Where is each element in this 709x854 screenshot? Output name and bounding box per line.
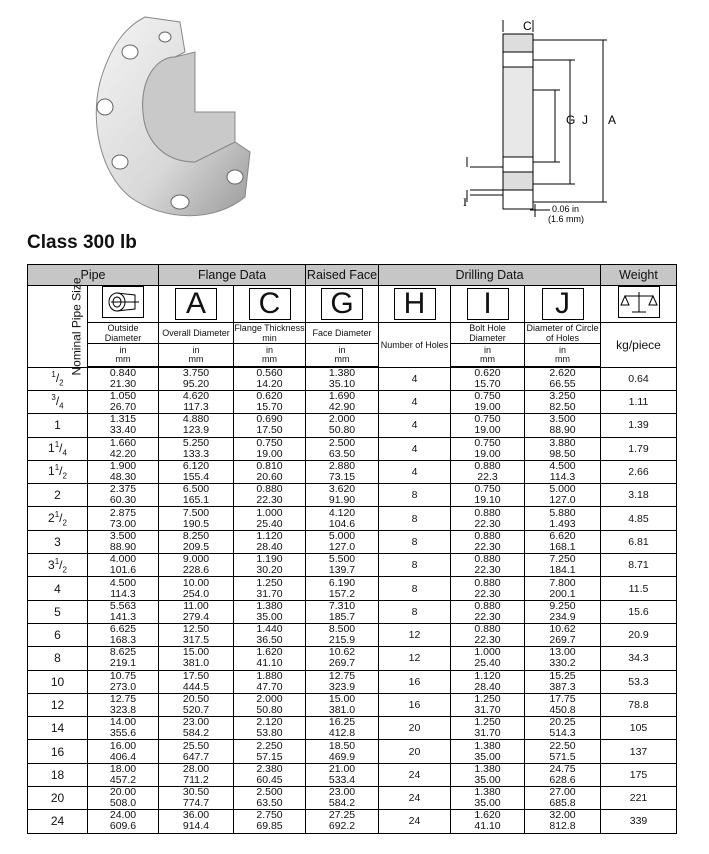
- letter-a: A: [175, 288, 217, 320]
- cell-pipe-size: 14: [28, 717, 88, 740]
- cell-weight: 105: [601, 717, 677, 740]
- cell-overall-diameter: 25.50 647.7: [159, 740, 234, 763]
- table-body: [28, 367, 677, 833]
- cell-bolt-hole-diameter: 0.880 22.30: [451, 530, 525, 553]
- cell-bolt-circle: 32.00 812.8: [525, 810, 601, 833]
- cell-weight: 53.3: [601, 670, 677, 693]
- cell-number-of-holes: 12: [379, 623, 451, 646]
- table-row: [28, 554, 677, 577]
- cell-pipe-size: 6: [28, 623, 88, 646]
- cell-bolt-circle: 5.000 127.0: [525, 484, 601, 507]
- cell-outside-diameter: 6.625 168.3: [88, 623, 159, 646]
- cell-pipe-size: 20: [28, 787, 88, 810]
- cell-overall-diameter: 12.50 317.5: [159, 623, 234, 646]
- cell-weight: 339: [601, 810, 677, 833]
- cell-overall-diameter: 17.50 444.5: [159, 670, 234, 693]
- cell-number-of-holes: 8: [379, 530, 451, 553]
- cell-face-diameter: 15.00 381.0: [306, 693, 379, 716]
- letter-h: H: [394, 288, 436, 320]
- cell-pipe-size: 2: [28, 484, 88, 507]
- cell-pipe-size: 24: [28, 810, 88, 833]
- cell-overall-diameter: 6.120 155.4: [159, 460, 234, 483]
- table-row: [28, 670, 677, 693]
- cell-bolt-hole-diameter: 0.750 19.00: [451, 414, 525, 437]
- dim-label-j: J: [582, 113, 588, 127]
- cell-bolt-circle: 13.00 330.2: [525, 647, 601, 670]
- cell-bolt-hole-diameter: 1.620 41.10: [451, 810, 525, 833]
- cell-bolt-hole-diameter: 0.880 22.30: [451, 577, 525, 600]
- cell-overall-diameter: 11.00 279.4: [159, 600, 234, 623]
- cell-flange-thickness: 1.620 41.10: [234, 647, 306, 670]
- cell-face-diameter: 2.880 73.15: [306, 460, 379, 483]
- cell-flange-thickness: 1.250 31.70: [234, 577, 306, 600]
- dim-label-g: G: [566, 113, 576, 127]
- cell-flange-thickness: 2.750 69.85: [234, 810, 306, 833]
- cell-outside-diameter: 18.00 457.2: [88, 763, 159, 786]
- cell-outside-diameter: 5.563 141.3: [88, 600, 159, 623]
- flange-table: [27, 264, 677, 834]
- group-drilling-data: Drilling Data: [379, 265, 601, 286]
- cell-number-of-holes: 24: [379, 810, 451, 833]
- cell-number-of-holes: 20: [379, 740, 451, 763]
- cell-outside-diameter: 4.000 101.6: [88, 554, 159, 577]
- group-weight: Weight: [601, 265, 677, 286]
- cell-flange-thickness: 0.690 17.50: [234, 414, 306, 437]
- table-row: [28, 367, 677, 391]
- cell-pipe-size: 10: [28, 670, 88, 693]
- table-row: [28, 507, 677, 530]
- dim-label-a: A: [608, 113, 617, 127]
- cell-overall-diameter: 28.00 711.2: [159, 763, 234, 786]
- pipe-icon: [102, 286, 144, 318]
- unit-mm: mm: [188, 354, 204, 364]
- cell-bolt-circle: 17.75 450.8: [525, 693, 601, 716]
- cell-face-diameter: 2.000 50.80: [306, 414, 379, 437]
- cell-number-of-holes: 4: [379, 460, 451, 483]
- cell-number-of-holes: 8: [379, 600, 451, 623]
- cell-bolt-hole-diameter: 0.750 19.10: [451, 484, 525, 507]
- cell-face-diameter: 4.120 104.6: [306, 507, 379, 530]
- flange-illustration: [85, 12, 265, 227]
- desc-overall-diameter: Overall Diameter: [159, 323, 234, 344]
- table-row: [28, 693, 677, 716]
- cell-flange-thickness: 0.750 19.00: [234, 437, 306, 460]
- cell-overall-diameter: 4.880 123.9: [159, 414, 234, 437]
- cell-bolt-hole-diameter: 0.880 22.3: [451, 460, 525, 483]
- cell-outside-diameter: 4.500 114.3: [88, 577, 159, 600]
- cell-outside-diameter: 1.900 48.30: [88, 460, 159, 483]
- letter-g: G: [321, 288, 363, 320]
- table-row: [28, 810, 677, 833]
- unit-in: in: [484, 345, 492, 355]
- cell-bolt-circle: 20.25 514.3: [525, 717, 601, 740]
- nominal-pipe-size-label: Nominal Pipe Size: [69, 277, 84, 376]
- cell-weight: 20.9: [601, 623, 677, 646]
- cell-pipe-size: 18: [28, 763, 88, 786]
- cell-flange-thickness: 2.120 53.80: [234, 717, 306, 740]
- cell-number-of-holes: 12: [379, 647, 451, 670]
- unit-in: in: [338, 345, 346, 355]
- cell-bolt-hole-diameter: 0.880 22.30: [451, 623, 525, 646]
- cell-bolt-circle: 27.00 685.8: [525, 787, 601, 810]
- cell-pipe-size: 12: [28, 693, 88, 716]
- cell-weight: 137: [601, 740, 677, 763]
- cell-flange-thickness: 0.810 20.60: [234, 460, 306, 483]
- dim-note-in: 0.06 in: [552, 204, 580, 214]
- cell-bolt-hole-diameter: 0.880 22.30: [451, 554, 525, 577]
- cell-number-of-holes: 8: [379, 484, 451, 507]
- cell-overall-diameter: 5.250 133.3: [159, 437, 234, 460]
- page-title: Class 300 lb: [27, 232, 137, 253]
- cell-overall-diameter: 8.250 209.5: [159, 530, 234, 553]
- cell-face-diameter: 21.00 533.4: [306, 763, 379, 786]
- scale-icon: [618, 286, 660, 318]
- cell-number-of-holes: 8: [379, 577, 451, 600]
- cell-number-of-holes: 4: [379, 391, 451, 414]
- cell-bolt-circle: 15.25 387.3: [525, 670, 601, 693]
- group-raised-face: Raised Face: [306, 265, 379, 286]
- letter-i: I: [467, 288, 509, 320]
- cell-bolt-circle: 10.62 269.7: [525, 623, 601, 646]
- cell-bolt-hole-diameter: 1.000 25.40: [451, 647, 525, 670]
- cell-flange-thickness: 2.250 57.15: [234, 740, 306, 763]
- cell-outside-diameter: 2.875 73.00: [88, 507, 159, 530]
- cell-bolt-hole-diameter: 0.880 22.30: [451, 507, 525, 530]
- cell-bolt-circle: 9.250 234.9: [525, 600, 601, 623]
- dim-note-mm: (1.6 mm): [548, 214, 584, 224]
- cell-face-diameter: 18.50 469.9: [306, 740, 379, 763]
- cell-flange-thickness: 1.120 28.40: [234, 530, 306, 553]
- cell-flange-thickness: 1.000 25.40: [234, 507, 306, 530]
- cell-face-diameter: 12.75 323.9: [306, 670, 379, 693]
- desc-number-of-holes: Number of Holes: [379, 323, 451, 368]
- cell-bolt-hole-diameter: 1.380 35.00: [451, 787, 525, 810]
- unit-in: in: [559, 345, 567, 355]
- unit-mm: mm: [555, 354, 571, 364]
- unit-mm: mm: [262, 354, 277, 364]
- desc-bolt-circle: Diameter of Circle of Holes: [526, 323, 599, 343]
- cell-number-of-holes: 4: [379, 414, 451, 437]
- cell-pipe-size: $^3/_4$: [28, 391, 88, 414]
- cell-pipe-size: 5: [28, 600, 88, 623]
- cell-outside-diameter: 1.660 42.20: [88, 437, 159, 460]
- cell-outside-diameter: 12.75 323.8: [88, 693, 159, 716]
- cell-flange-thickness: 1.190 30.20: [234, 554, 306, 577]
- cell-weight: 15.6: [601, 600, 677, 623]
- unit-in: in: [192, 345, 200, 355]
- cell-number-of-holes: 24: [379, 763, 451, 786]
- desc-weight: kg/piece: [601, 323, 677, 368]
- desc-face-diameter: Face Diameter: [306, 323, 379, 344]
- cell-bolt-circle: 24.75 628.6: [525, 763, 601, 786]
- table-row: [28, 577, 677, 600]
- cell-weight: 1.79: [601, 437, 677, 460]
- group-flange-data: Flange Data: [159, 265, 306, 286]
- unit-in: in: [266, 345, 274, 355]
- cell-face-diameter: 10.62 269.7: [306, 647, 379, 670]
- unit-mm: mm: [480, 354, 496, 364]
- cell-pipe-size: $3^1/_2$: [28, 554, 88, 577]
- table-row: [28, 647, 677, 670]
- cell-pipe-size: 4: [28, 577, 88, 600]
- cell-face-diameter: 6.190 157.2: [306, 577, 379, 600]
- unit-mm: mm: [334, 354, 350, 364]
- cell-bolt-hole-diameter: 0.880 22.30: [451, 600, 525, 623]
- cell-bolt-circle: 2.620 66.55: [525, 367, 601, 391]
- cell-overall-diameter: 9.000 228.6: [159, 554, 234, 577]
- cell-number-of-holes: 20: [379, 717, 451, 740]
- cell-overall-diameter: 4.620 117.3: [159, 391, 234, 414]
- cell-flange-thickness: 1.440 36.50: [234, 623, 306, 646]
- cell-weight: 1.11: [601, 391, 677, 414]
- table-row: [28, 763, 677, 786]
- cell-bolt-hole-diameter: 1.380 35.00: [451, 763, 525, 786]
- table-row: [28, 623, 677, 646]
- cell-weight: 0.64: [601, 367, 677, 391]
- cell-outside-diameter: 2.375 60.30: [88, 484, 159, 507]
- cell-overall-diameter: 15.00 381.0: [159, 647, 234, 670]
- cell-face-diameter: 16.25 412.8: [306, 717, 379, 740]
- cell-overall-diameter: 23.00 584.2: [159, 717, 234, 740]
- cell-bolt-hole-diameter: 0.750 19.00: [451, 437, 525, 460]
- cell-flange-thickness: 2.380 60.45: [234, 763, 306, 786]
- cell-pipe-size: 3: [28, 530, 88, 553]
- cell-overall-diameter: 20.50 520.7: [159, 693, 234, 716]
- dimension-diagram: [455, 12, 705, 227]
- cell-pipe-size: $^1/_2$: [28, 367, 88, 391]
- cell-weight: 2.66: [601, 460, 677, 483]
- cell-bolt-circle: 22.50 571.5: [525, 740, 601, 763]
- cell-face-diameter: 5.000 127.0: [306, 530, 379, 553]
- cell-flange-thickness: 2.000 50.80: [234, 693, 306, 716]
- cell-overall-diameter: 3.750 95.20: [159, 367, 234, 391]
- cell-outside-diameter: 10.75 273.0: [88, 670, 159, 693]
- cell-bolt-circle: 7.250 184.1: [525, 554, 601, 577]
- cell-flange-thickness: 0.880 22.30: [234, 484, 306, 507]
- cell-outside-diameter: 1.315 33.40: [88, 414, 159, 437]
- cell-number-of-holes: 16: [379, 693, 451, 716]
- nominal-pipe-size-header: [28, 277, 88, 376]
- cell-overall-diameter: 6.500 165.1: [159, 484, 234, 507]
- dim-label-c: C: [523, 19, 532, 33]
- cell-pipe-size: $2^1/_2$: [28, 507, 88, 530]
- letter-c: C: [249, 288, 291, 320]
- table-row: [28, 414, 677, 437]
- dim-label-i: I: [463, 195, 467, 209]
- cell-face-diameter: 1.380 35.10: [306, 367, 379, 391]
- cell-face-diameter: 8.500 215.9: [306, 623, 379, 646]
- cell-outside-diameter: 1.050 26.70: [88, 391, 159, 414]
- table-row: [28, 530, 677, 553]
- cell-flange-thickness: 1.380 35.00: [234, 600, 306, 623]
- cell-bolt-hole-diameter: 1.380 35.00: [451, 740, 525, 763]
- table-row: [28, 437, 677, 460]
- table-row: [28, 717, 677, 740]
- cell-weight: 78.8: [601, 693, 677, 716]
- cell-face-diameter: 23.00 584.2: [306, 787, 379, 810]
- cell-bolt-circle: 4.500 114.3: [525, 460, 601, 483]
- cell-weight: 1.39: [601, 414, 677, 437]
- letter-j: J: [542, 288, 584, 320]
- cell-bolt-hole-diameter: 0.750 19.00: [451, 391, 525, 414]
- desc-outside-diameter: Outside Diameter: [88, 323, 159, 344]
- table-row: [28, 484, 677, 507]
- cell-outside-diameter: 14.00 355.6: [88, 717, 159, 740]
- cell-outside-diameter: 16.00 406.4: [88, 740, 159, 763]
- cell-outside-diameter: 24.00 609.6: [88, 810, 159, 833]
- cell-bolt-hole-diameter: 1.250 31.70: [451, 717, 525, 740]
- cell-bolt-circle: 6.620 168.1: [525, 530, 601, 553]
- cell-weight: 11.5: [601, 577, 677, 600]
- cell-number-of-holes: 16: [379, 670, 451, 693]
- table-row: [28, 600, 677, 623]
- cell-overall-diameter: 36.00 914.4: [159, 810, 234, 833]
- cell-flange-thickness: 1.880 47.70: [234, 670, 306, 693]
- cell-number-of-holes: 8: [379, 554, 451, 577]
- cell-face-diameter: 7.310 185.7: [306, 600, 379, 623]
- cell-face-diameter: 27.25 692.2: [306, 810, 379, 833]
- cell-weight: 221: [601, 787, 677, 810]
- cell-number-of-holes: 4: [379, 437, 451, 460]
- desc-flange-thickness: Flange Thickness min: [234, 323, 305, 343]
- cell-face-diameter: 1.690 42.90: [306, 391, 379, 414]
- cell-face-diameter: 5.500 139.7: [306, 554, 379, 577]
- cell-outside-diameter: 3.500 88.90: [88, 530, 159, 553]
- cell-bolt-circle: 3.250 82.50: [525, 391, 601, 414]
- cell-flange-thickness: 0.560 14.20: [234, 367, 306, 391]
- cell-bolt-hole-diameter: 1.250 31.70: [451, 693, 525, 716]
- cell-number-of-holes: 8: [379, 507, 451, 530]
- cell-pipe-size: 16: [28, 740, 88, 763]
- cell-bolt-circle: 3.880 98.50: [525, 437, 601, 460]
- cell-pipe-size: $1^1/_4$: [28, 437, 88, 460]
- unit-mm: mm: [115, 354, 131, 364]
- cell-bolt-circle: 3.500 88.90: [525, 414, 601, 437]
- cell-number-of-holes: 24: [379, 787, 451, 810]
- cell-overall-diameter: 10.00 254.0: [159, 577, 234, 600]
- cell-pipe-size: 8: [28, 647, 88, 670]
- cell-weight: 34.3: [601, 647, 677, 670]
- cell-outside-diameter: 0.840 21.30: [88, 367, 159, 391]
- cell-weight: 4.85: [601, 507, 677, 530]
- cell-number-of-holes: 4: [379, 367, 451, 391]
- cell-face-diameter: 3.620 91.90: [306, 484, 379, 507]
- table-row: [28, 460, 677, 483]
- cell-overall-diameter: 30.50 774.7: [159, 787, 234, 810]
- cell-flange-thickness: 2.500 63.50: [234, 787, 306, 810]
- cell-bolt-circle: 5.880 1.493: [525, 507, 601, 530]
- table-row: [28, 391, 677, 414]
- cell-pipe-size: $1^1/_2$: [28, 460, 88, 483]
- cell-weight: 3.18: [601, 484, 677, 507]
- table-row: [28, 787, 677, 810]
- cell-face-diameter: 2.500 63.50: [306, 437, 379, 460]
- cell-outside-diameter: 20.00 508.0: [88, 787, 159, 810]
- cell-bolt-hole-diameter: 0.620 15.70: [451, 367, 525, 391]
- group-pipe: Pipe: [28, 265, 159, 286]
- cell-pipe-size: 1: [28, 414, 88, 437]
- cell-flange-thickness: 0.620 15.70: [234, 391, 306, 414]
- cell-weight: 175: [601, 763, 677, 786]
- unit-in: in: [119, 345, 127, 355]
- table-row: [28, 740, 677, 763]
- cell-bolt-circle: 7.800 200.1: [525, 577, 601, 600]
- cell-weight: 8.71: [601, 554, 677, 577]
- cell-overall-diameter: 7.500 190.5: [159, 507, 234, 530]
- desc-bolt-hole-diameter: Bolt Hole Diameter: [451, 323, 525, 344]
- cell-weight: 6.81: [601, 530, 677, 553]
- cell-bolt-hole-diameter: 1.120 28.40: [451, 670, 525, 693]
- cell-outside-diameter: 8.625 219.1: [88, 647, 159, 670]
